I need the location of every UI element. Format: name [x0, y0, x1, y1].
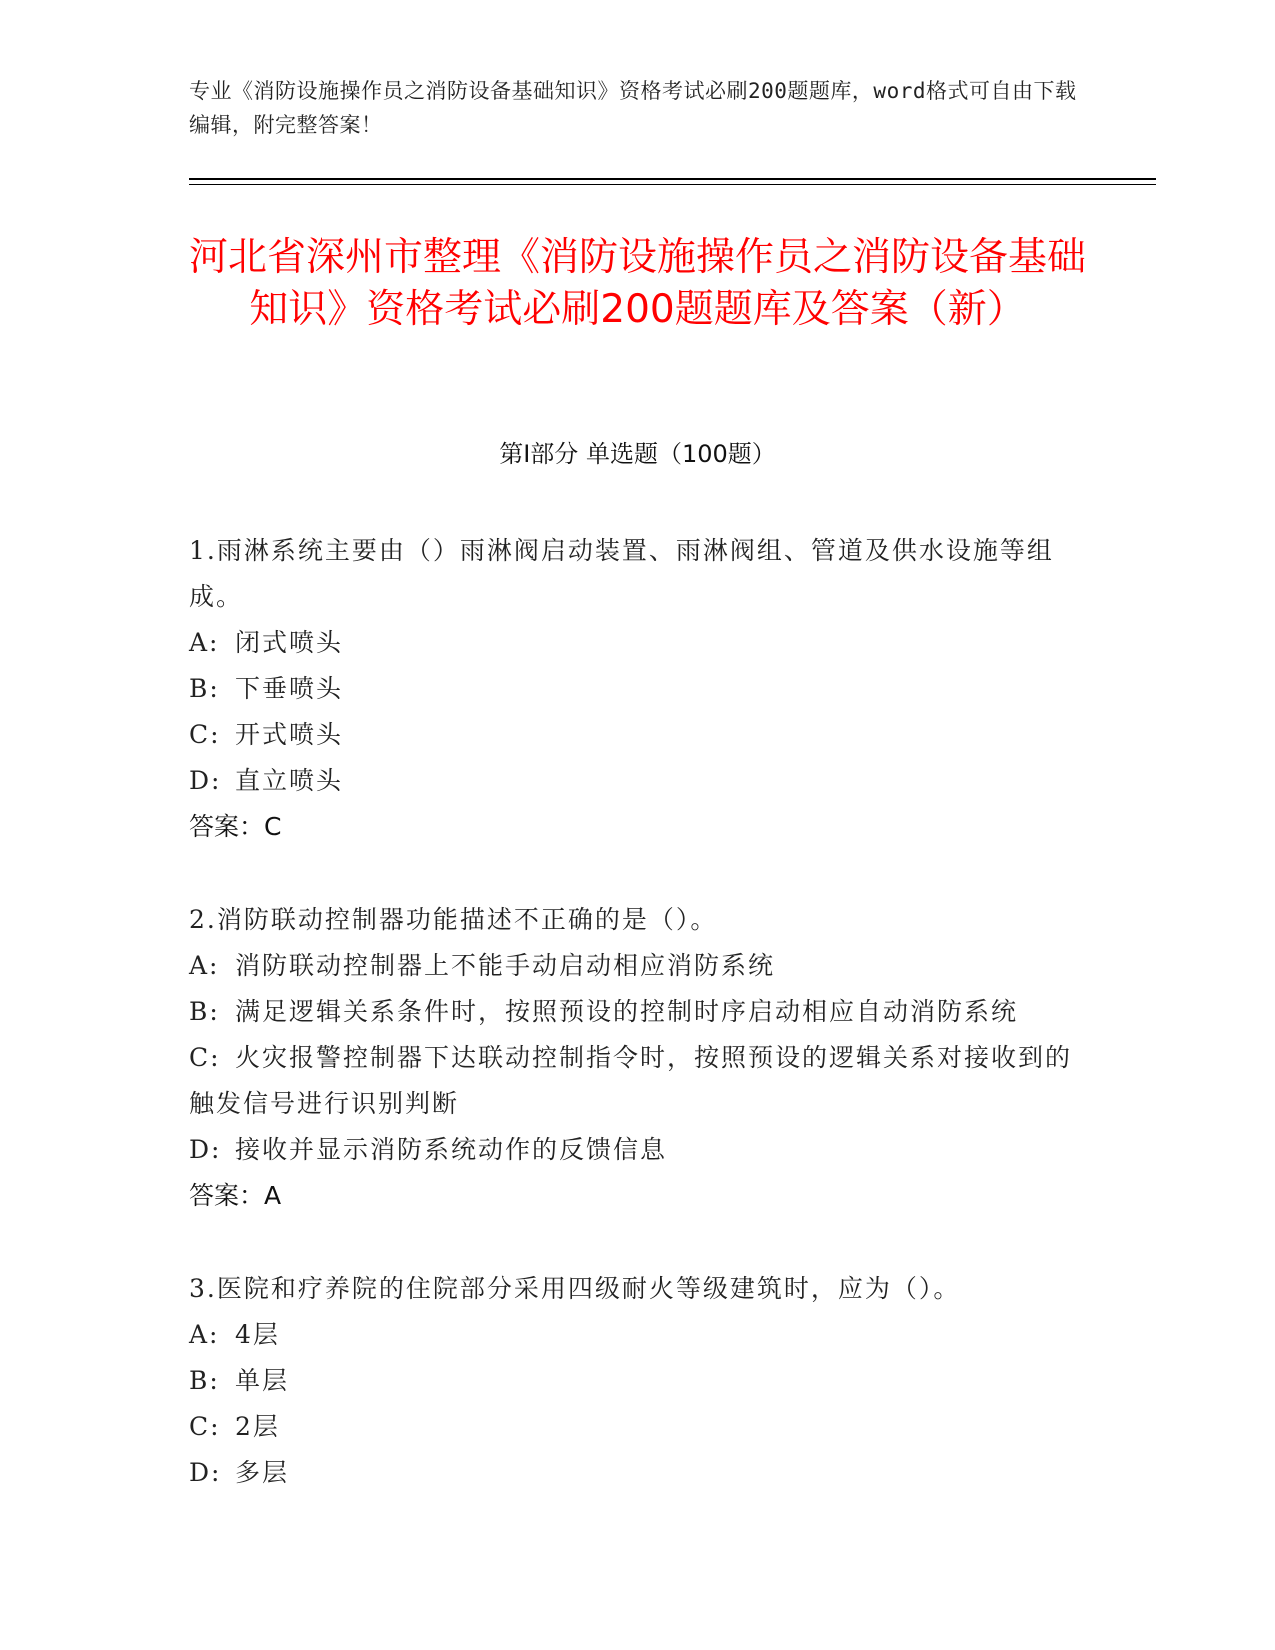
question-stem: 2.消防联动控制器功能描述不正确的是（）。 — [189, 905, 718, 934]
section-title: 第Ⅰ部分 单选题（100题） — [499, 440, 776, 468]
header-note: 专业《消防设施操作员之消防设备基础知识》资格考试必刷200题题库，word格式可自由下载编辑，附完整答案！ — [189, 79, 1077, 137]
option-c — [189, 1035, 1079, 1127]
option-b — [189, 989, 1079, 1035]
option-text: 单层 — [235, 1366, 290, 1395]
option-key: D: — [189, 1458, 222, 1487]
option-key: C: — [189, 1043, 221, 1072]
option-key: A: — [189, 628, 220, 657]
option-text: 多层 — [235, 1458, 290, 1487]
question-list — [189, 528, 1079, 1543]
option-d — [189, 1450, 1079, 1496]
option-key: A: — [189, 951, 220, 980]
option-a — [189, 943, 1079, 989]
option-a — [189, 1312, 1079, 1358]
answer-line: 答案：C — [189, 812, 282, 841]
option-d — [189, 1127, 1079, 1173]
option-key: B: — [189, 674, 220, 703]
option-key: C: — [189, 1412, 221, 1441]
option-c — [189, 712, 1079, 758]
option-text: 4层 — [235, 1320, 280, 1349]
option-a — [189, 620, 1079, 666]
option-key: C: — [189, 720, 221, 749]
question-stem: 1.雨淋系统主要由（）雨淋阀启动装置、雨淋阀组、管道及供水设施等组成。 — [189, 536, 1054, 611]
question-1 — [189, 528, 1079, 850]
option-b — [189, 666, 1079, 712]
option-key: A: — [189, 1320, 220, 1349]
option-c — [189, 1404, 1079, 1450]
option-text: 满足逻辑关系条件时，按照预设的控制时序启动相应自动消防系统 — [235, 997, 1019, 1026]
header-rule-thick — [189, 178, 1156, 180]
option-text: 接收并显示消防系统动作的反馈信息 — [235, 1135, 668, 1164]
option-b — [189, 1358, 1079, 1404]
option-text: 开式喷头 — [235, 720, 344, 749]
option-key: D: — [189, 766, 222, 795]
option-text: 火灾报警控制器下达联动控制指令时，按照预设的逻辑关系对接收到的触发信号进行识别判断 — [189, 1043, 1073, 1118]
question-3 — [189, 1266, 1079, 1496]
option-text: 消防联动控制器上不能手动启动相应消防系统 — [235, 951, 776, 980]
option-key: B: — [189, 997, 220, 1026]
answer-line: 答案：A — [189, 1181, 282, 1210]
option-text: 2层 — [235, 1412, 280, 1441]
question-stem: 3.医院和疗养院的住院部分采用四级耐火等级建筑时，应为（）。 — [189, 1274, 961, 1303]
option-key: D: — [189, 1135, 222, 1164]
document-title: 河北省深州市整理《消防设施操作员之消防设备基础知识》资格考试必刷200题题库及答案（新） — [189, 235, 1087, 332]
option-text: 下垂喷头 — [235, 674, 344, 703]
option-key: B: — [189, 1366, 220, 1395]
option-text: 直立喷头 — [235, 766, 344, 795]
header-rule-thin — [189, 184, 1156, 185]
option-d — [189, 758, 1079, 804]
option-text: 闭式喷头 — [235, 628, 344, 657]
question-2 — [189, 897, 1079, 1219]
